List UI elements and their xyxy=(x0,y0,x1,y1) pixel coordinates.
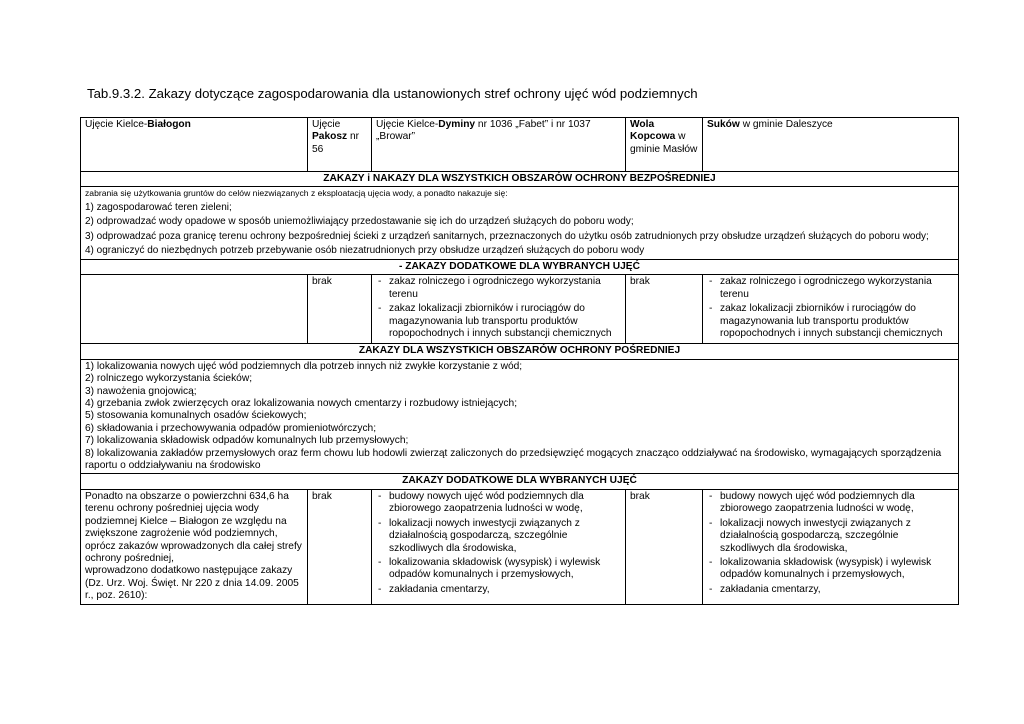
section-header-row xyxy=(81,344,959,359)
indirect-item: 4) grzebania zwłok zwierzęcych oraz lokalizowania nowych cmentarzy i rozbudowy istniejących; xyxy=(85,398,518,410)
indirect-item: 8) lokalizowania zakładów przemysłowych oraz ferm chowu lub hodowli zwierząt zaliczonych do przedsięwzięć mogących znacząco oddziaływać na środowisko, wymagających sporządzenia raportu o oddziaływaniu na środowisko xyxy=(85,447,942,472)
indirect-item: 6) składowania i przechowywania odpadów promieniotwórczych; xyxy=(85,422,377,434)
indirect-item: 5) stosowania komunalnych osadów ściekowych; xyxy=(85,410,307,422)
cell-brak: brak xyxy=(626,275,703,344)
col-header-wola-kopcowa: Wola Kopcowa w gminie Masłów xyxy=(626,118,703,172)
list-item: - zakaz lokalizacji zbiorników i rurociągów do magazynowania lub transportu produktów ropopochodnych i innych substancji chemicznych xyxy=(376,303,621,340)
restrictions-table xyxy=(80,117,959,605)
list-item: - lokalizowania składowisk (wysypisk) i wylewisk odpadów komunalnych i przemysłowych, xyxy=(707,557,954,582)
list-item: - zakaz rolniczego i ogrodniczego wykorzystania terenu xyxy=(376,276,621,301)
section-body-row xyxy=(81,187,959,260)
list-item: - zakaz lokalizacji zbiorników i rurociągów do magazynowania lub transportu produktów ropopochodnych i innych substancji chemicznych xyxy=(707,303,954,340)
indirect-item: 2) rolniczego wykorzystania ścieków; xyxy=(85,373,253,385)
cell-restrictions xyxy=(703,489,959,604)
direct-intro: zabrania się użytkowania gruntów do celów niezwiązanych z eksploatacją ujęcia wody, a ponadto nakazuje się: xyxy=(85,188,508,199)
list-item: - zakładania cmentarzy, xyxy=(376,584,621,596)
cell-brak: brak xyxy=(308,275,372,344)
list-item: - zakładania cmentarzy, xyxy=(707,584,954,596)
col-header-bialogon: Ujęcie Kielce-Białogon xyxy=(81,118,308,172)
indirect-item: 3) nawożenia gnojowicą; xyxy=(85,385,197,397)
cell-brak: brak xyxy=(308,489,372,604)
additional-direct-row xyxy=(81,275,959,344)
section-header-additional-direct: - ZAKAZY DODATKOWE DLA WYBRANYCH UJĘĆ xyxy=(81,259,959,274)
list-item: - budowy nowych ujęć wód podziemnych dla zbiorowego zaopatrzenia ludności w wodę, xyxy=(707,491,954,516)
section-header-row xyxy=(81,172,959,187)
list-item: - zakaz rolniczego i ogrodniczego wykorzystania terenu xyxy=(707,276,954,301)
indirect-protection-rules xyxy=(81,359,959,474)
cell-brak: brak xyxy=(626,489,703,604)
direct-item-4: 4) ograniczyć do niezbędnych potrzeb przebywanie osób niezatrudnionych przy obsłudze urządzeń służących do poboru wody xyxy=(85,245,645,257)
direct-item-2: 2) odprowadzać wody opadowe w sposób uniemożliwiający przedostawanie się ich do urządzeń służących do poboru wody; xyxy=(85,216,634,228)
list-item: - lokalizacji nowych inwestycji związanych z działalnością gospodarczą, szczególnie szkodliwych dla środowiska, xyxy=(707,518,954,555)
section-header-row xyxy=(81,474,959,489)
section-header-additional-indirect: ZAKAZY DODATKOWE DLA WYBRANYCH UJĘĆ xyxy=(81,474,959,489)
direct-item-3: 3) odprowadzać poza granicę terenu ochrony bezpośredniej ścieki z urządzeń sanitarnych, przeznaczonych do użytku osób zatrudnionych przy obsłudze urządzeń służących do poboru wody; xyxy=(85,230,929,242)
indirect-item: 1) lokalizowania nowych ujęć wód podziemnych dla potrzeb innych niż zwykłe korzystanie z wód; xyxy=(85,360,523,372)
list-item: - lokalizacji nowych inwestycji związanych z działalnością gospodarczą, szczególnie szkodliwych dla środowiska, xyxy=(376,518,621,555)
cell-restrictions xyxy=(372,275,626,344)
list-item: - budowy nowych ujęć wód podziemnych dla zbiorowego zaopatrzenia ludności w wodę, xyxy=(376,491,621,516)
cell-restrictions xyxy=(372,489,626,604)
list-item: - lokalizowania składowisk (wysypisk) i wylewisk odpadów komunalnych i przemysłowych, xyxy=(376,557,621,582)
direct-item-1: 1) zagospodarować teren zieleni; xyxy=(85,201,232,213)
cell-note: Ponadto na obszarze o powierzchni 634,6 ha terenu ochrony pośredniej ujęcia wody podziemnej Kielce – Białogon ze względu na zwiększone zagrożenie wód podziemnych, oprócz zakazów wprowadzonych dla całej strefy ochrony pośredniej, wprowadzono dodatkowo następujące zakazy (Dz. Urz. Woj. Święt. Nr 220 z dnia 14.09. 2005 r., poz. 2610): xyxy=(81,489,308,604)
header-row xyxy=(81,118,959,172)
additional-indirect-row xyxy=(81,489,959,604)
indirect-item: 7) lokalizowania składowisk odpadów komunalnych lub przemysłowych; xyxy=(85,435,409,447)
section-header-direct: ZAKAZY i NAKAZY DLA WSZYSTKICH OBSZARÓW OCHRONY BEZPOŚREDNIEJ xyxy=(81,172,959,187)
section-body-row xyxy=(81,359,959,474)
col-header-dyminy: Ujęcie Kielce-Dyminy nr 1036 „Fabet” i nr 1037 „Browar” xyxy=(372,118,626,172)
cell-restrictions xyxy=(703,275,959,344)
section-header-indirect: ZAKAZY DLA WSZYSTKICH OBSZARÓW OCHRONY POŚREDNIEJ xyxy=(81,344,959,359)
table-caption: Tab.9.3.2. Zakazy dotyczące zagospodarowania dla ustanowionych stref ochrony ujęć wód podziemnych xyxy=(87,86,698,101)
col-header-sukow: Suków w gminie Daleszyce xyxy=(703,118,959,172)
cell-empty xyxy=(81,275,308,344)
section-header-row xyxy=(81,259,959,274)
direct-protection-rules xyxy=(81,187,959,260)
col-header-pakosz: Ujęcie Pakosz nr 56 xyxy=(308,118,372,172)
